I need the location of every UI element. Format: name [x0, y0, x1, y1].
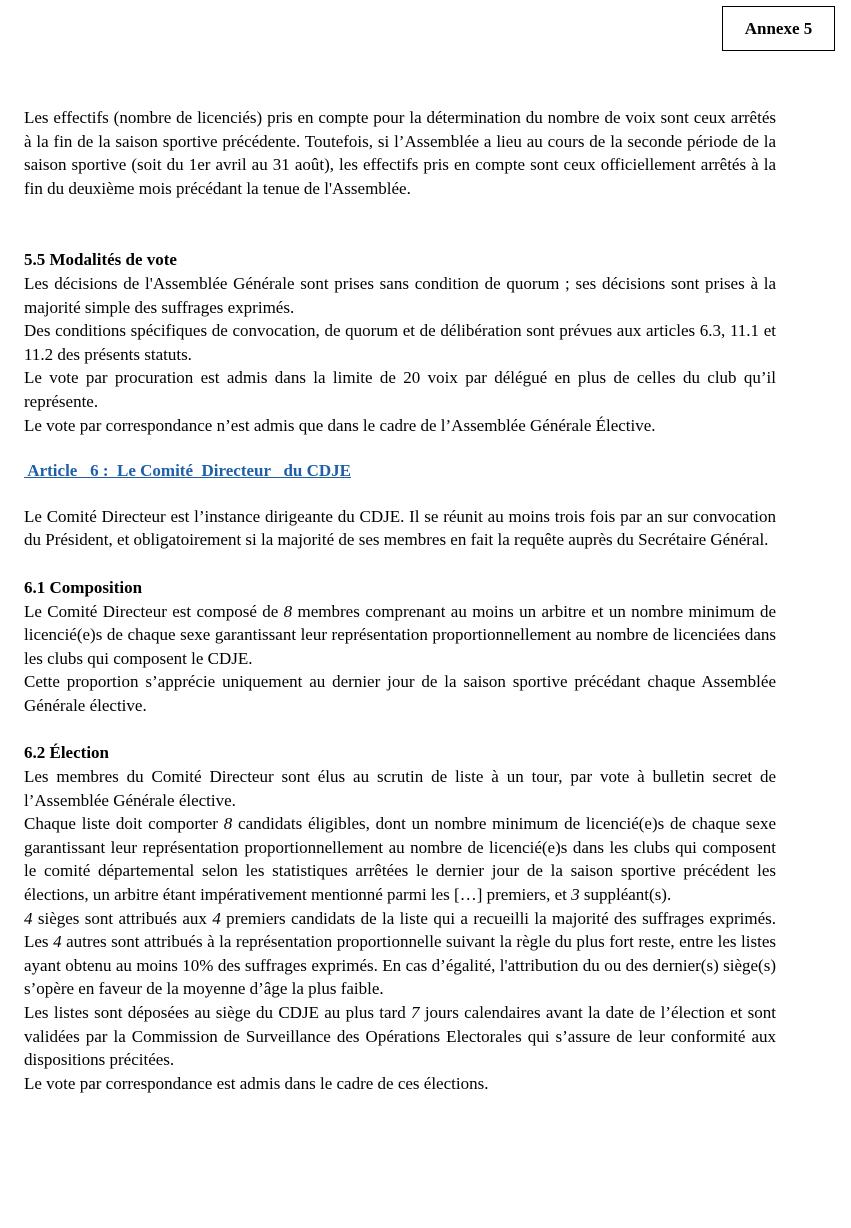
section-6-2-paragraph-5: Le vote par correspondance est admis dans le cadre de ces élections.: [24, 1073, 489, 1093]
text-run: Les listes sont déposées au siège du CDJE au plus tard: [24, 1003, 412, 1022]
text-run: Chaque liste doit comporter: [24, 814, 224, 834]
section-6-2-paragraph-3: [24, 907, 776, 1001]
candidate-count: 8: [223, 814, 233, 834]
section-6-2-title: 6.2 Élection: [24, 743, 109, 763]
article-6-title: Article 6 : Le Comité Directeur du CDJE: [24, 461, 352, 481]
document-body: [24, 106, 776, 1095]
section-6-1-paragraph-1: [24, 600, 776, 671]
section-6-1-paragraph-2: Cette proportion s’apprécie uniquement au dernier jour de la saison sportive précédant chaque Assemblée Générale élective.: [24, 672, 776, 715]
deadline-days: 7: [411, 1003, 420, 1022]
text-run: suppléant(s).: [579, 885, 672, 905]
section-6-2-paragraph-1: Les membres du Comité Directeur sont élus au scrutin de liste à un tour, par vote à bulletin secret de l’Assemblée Générale élective.: [24, 767, 776, 810]
first-candidates-count: 4: [212, 908, 221, 928]
section-5-5-paragraph-2: Des conditions spécifiques de convocation, de quorum et de délibération sont prévues aux articles 6.3, 11.1 et 11.2 des présents statuts.: [24, 321, 776, 364]
substitute-count: 3: [571, 885, 580, 905]
text-run: candidats éligibles, dont un nombre minimum de licencié(e)s de chaque sexe garantissant leur représentation proportionnellement au nombre de licencié(e)s dans les clubs qui composent le comité départemental selon les statistiques arrêtées le dernier jour de la saison sportive précédent les élections, un arbitre étant impérativement mentionné parmi les […] premiers, et: [24, 814, 776, 905]
text-run: autres sont attribués à la représentation proportionnelle suivant la règle du plus fort reste, entre les listes ayant obtenu au moins 10% des suffrages exprimés. En cas d’égalité, l'attribution du ou des dernier(s) siège(s) s’opère en faveur de la moyenne d’âge la plus faible.: [24, 932, 776, 999]
section-6-1-title: 6.1 Composition: [24, 577, 143, 597]
member-count: 8: [283, 601, 293, 621]
annexe-label: Annexe 5: [722, 6, 835, 51]
section-5-5-paragraph-3: Le vote par procuration est admis dans la limite de 20 voix par délégué en plus de celles du club qu’il représente.: [24, 368, 776, 411]
section-6-2-paragraph-2: [24, 812, 776, 906]
section-5-5-paragraph-4: Le vote par correspondance n’est admis que dans le cadre de l’Assemblée Générale Élective.: [24, 415, 656, 435]
seat-count: 4: [24, 908, 33, 928]
text-run: jours calendaires avant la date de l’élection et sont validées par la Commission de Surveillance des Opérations Electorales qui s’assure de leur conformité aux dispositions précitées.: [24, 1003, 776, 1070]
section-5-5-title: 5.5 Modalités de vote: [24, 250, 177, 270]
intro-paragraph: Les effectifs (nombre de licenciés) pris en compte pour la détermination du nombre de voix sont ceux arrêtés à la fin de la saison sportive précédente. Toutefois, si l’Assemblée a lieu au cours de la seconde période de la saison sportive (soit du 1er avril au 31 août), les effectifs pris en compte sont ceux officiellement arrêtés à la fin du deuxième mois précédant la tenue de l'Assemblée.: [24, 108, 776, 198]
text-run: membres comprenant au moins un arbitre et un nombre minimum de licencié(e)s de chaque sexe garantissant leur représentation proportionnellement au nombre de licenciées dans les clubs qui composent le CDJE.: [24, 601, 776, 668]
section-5-5-paragraph-1: Les décisions de l'Assemblée Générale sont prises sans condition de quorum ; ses décisions sont prises à la majorité simple des suffrages exprimés.: [24, 273, 776, 317]
text-run: premiers candidats de la liste qui a recueilli la majorité des suffrages exprimés. Les: [24, 908, 776, 952]
other-seats-count: 4: [53, 932, 62, 952]
text-run: Le Comité Directeur est composé de: [24, 601, 284, 621]
text-run: sièges sont attribués aux: [32, 908, 213, 928]
article-6-intro: Le Comité Directeur est l’instance dirigeante du CDJE. Il se réunit au moins trois fois par an sur convocation du Président, et obligatoirement si la majorité de ses membres en fait la requête auprès du Secrétaire Général.: [24, 506, 776, 550]
section-6-2-paragraph-4: [24, 1001, 776, 1072]
